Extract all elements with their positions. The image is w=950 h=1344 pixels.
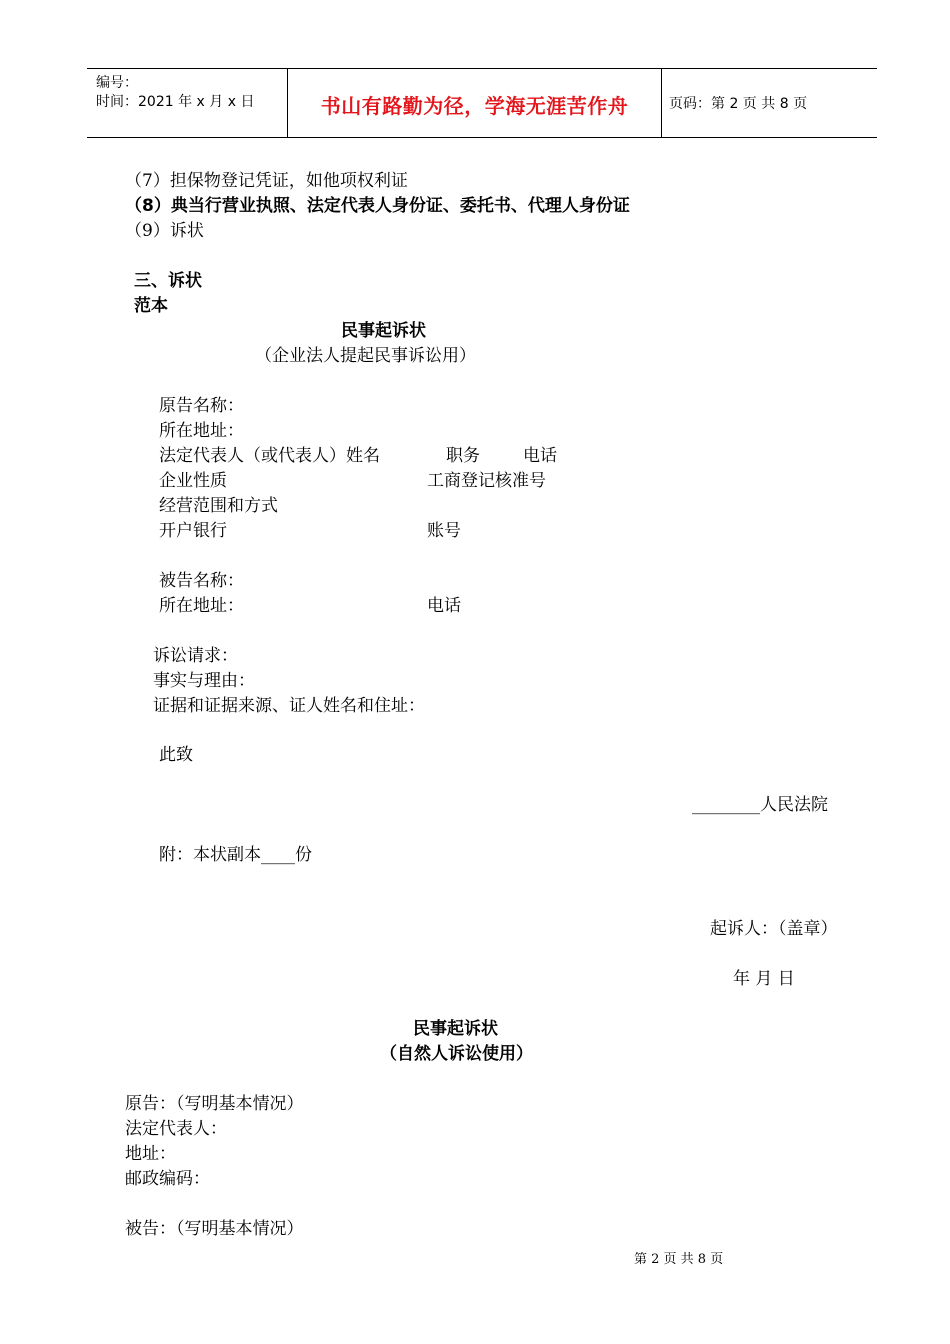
form2-plaintiff: 原告：（写明基本情况） <box>125 1094 304 1114</box>
form2-defendant: 被告：（写明基本情况） <box>125 1219 304 1239</box>
list-item-9: （9）诉状 <box>125 221 204 241</box>
form1-subtitle: （企业法人提起民事诉讼用） <box>255 346 476 366</box>
form1-salutation: 此致 <box>159 745 193 765</box>
form1-position: 职务 <box>446 446 480 466</box>
form2-address: 地址： <box>125 1144 176 1164</box>
header-divider <box>661 69 662 137</box>
form1-date: 年 月 日 <box>733 969 795 989</box>
form1-registration-no: 工商登记核准号 <box>427 471 546 491</box>
form1-defendant-name: 被告名称： <box>159 571 244 591</box>
header-motto: 书山有路勤为径，学海无涯苦作舟 <box>320 94 629 118</box>
list-item-8: （8）典当行营业执照、法定代表人身份证、委托书、代理人身份证 <box>125 196 630 216</box>
form2-title: 民事起诉状 <box>413 1019 498 1039</box>
header-page-label: 页码：第 2 页 共 8 页 <box>669 96 808 112</box>
header-time-label: 时间：2021 年 x 月 x 日 <box>96 94 255 110</box>
form1-account: 账号 <box>427 521 461 541</box>
section-subheading: 范本 <box>134 296 168 316</box>
form1-title: 民事起诉状 <box>341 321 426 341</box>
form1-court: ________人民法院 <box>692 795 828 815</box>
form2-legal-rep: 法定代表人： <box>125 1119 227 1139</box>
form1-phone: 电话 <box>523 446 557 466</box>
section-heading: 三、诉状 <box>134 271 202 291</box>
form1-plaintiff-name: 原告名称： <box>159 396 244 416</box>
form1-defendant-phone: 电话 <box>427 596 461 616</box>
page-header <box>87 68 877 138</box>
form1-plaintiff-address: 所在地址： <box>159 421 244 441</box>
form1-evidence: 证据和证据来源、证人姓名和住址： <box>153 696 425 716</box>
form2-postcode: 邮政编码： <box>125 1169 210 1189</box>
page-footer: 第 2 页 共 8 页 <box>634 1252 724 1267</box>
form1-signer: 起诉人：（盖章） <box>710 919 838 939</box>
form1-enterprise-nature: 企业性质 <box>159 471 227 491</box>
header-code-label: 编号： <box>96 75 138 91</box>
list-item-7: （7）担保物登记凭证，如他项权利证 <box>125 171 408 191</box>
form1-claims: 诉讼请求： <box>153 646 238 666</box>
form2-subtitle: （自然人诉讼使用） <box>380 1044 533 1064</box>
form1-bank: 开户银行 <box>159 521 227 541</box>
form1-defendant-address: 所在地址： <box>159 596 244 616</box>
form1-business-scope: 经营范围和方式 <box>159 496 278 516</box>
form1-attachment: 附：本状副本____份 <box>159 845 312 865</box>
form1-facts: 事实与理由： <box>153 671 255 691</box>
form1-legal-rep: 法定代表人（或代表人）姓名 <box>159 446 380 466</box>
